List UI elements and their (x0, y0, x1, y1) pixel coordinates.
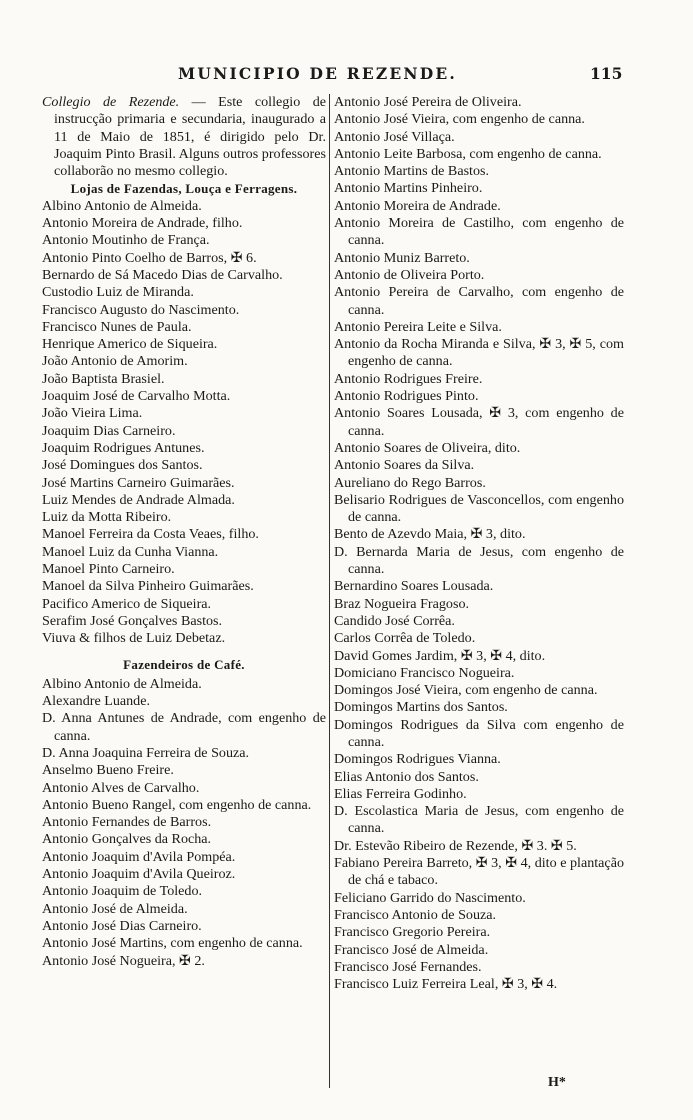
lojas-list (42, 198, 326, 648)
list-entry: Antonio Rodrigues Freire. (334, 370, 483, 387)
signature-mark: H* (548, 1075, 566, 1090)
list-entry: Aureliano do Rego Barros. (334, 474, 486, 491)
list-entry: Antonio Joaquim de Toledo. (42, 883, 203, 900)
list-entry: Carlos Corrêa de Toledo. (334, 630, 476, 647)
list-entry: Francisco Luiz Ferreira Leal, ✠ 3, ✠ 4. (334, 976, 558, 993)
list-entry: Antonio Joaquim d'Avila Queiroz. (42, 866, 236, 883)
list-entry: Antonio José Martins, com engenho de canna. (42, 935, 303, 952)
list-entry: Antonio Moreira de Andrade. (334, 197, 501, 214)
list-entry: Domingos Rodrigues Vianna. (334, 751, 501, 768)
list-entry: Antonio de Oliveira Porto. (334, 266, 485, 283)
list-entry: Antonio Soares de Oliveira, dito. (334, 439, 521, 456)
list-entry: Antonio Leite Barbosa, com engenho de canna. (334, 145, 602, 162)
list-entry: Antonio Moutinho de França. (42, 232, 210, 249)
list-entry: Francisco Gregorio Pereira. (334, 924, 491, 941)
list-entry: Antonio Soares Lousada, ✠ 3, com engenho de canna. (334, 405, 624, 439)
list-entry: Antonio José Pereira de Oliveira. (334, 94, 522, 110)
list-entry: Antonio Moreira de Castilho, com engenho de canna. (334, 215, 624, 249)
list-entry: Francisco José de Almeida. (334, 941, 489, 958)
list-entry: Antonio Bueno Rangel, com engenho de canna. (42, 796, 312, 813)
list-entry: Antonio Martins de Bastos. (334, 163, 490, 180)
list-entry: Elias Antonio dos Santos. (334, 768, 479, 785)
list-entry: Antonio José Nogueira, ✠ 2. (42, 952, 205, 969)
list-entry: José Domingues dos Santos. (42, 457, 203, 474)
list-entry: Antonio Soares da Silva. (334, 457, 475, 474)
section-title-lojas: Lojas de Fazendas, Louça e Ferragens. (70, 181, 298, 197)
list-entry: Joaquim Dias Carneiro. (42, 422, 176, 439)
list-entry: Dr. Estevão Ribeiro de Rezende, ✠ 3. ✠ 5. (334, 837, 577, 854)
fazendeiros-list-continued (334, 94, 624, 993)
list-entry: Antonio Martins Pinheiro. (334, 180, 483, 197)
list-entry: Luiz Mendes de Andrade Almada. (42, 491, 235, 508)
list-entry: Braz Nogueira Fragoso. (334, 595, 470, 612)
list-entry: Francisco Antonio de Souza. (334, 906, 497, 923)
list-entry: Domingos Martins dos Santos. (334, 699, 508, 716)
list-entry: Bernardo de Sá Macedo Dias de Carvalho. (42, 266, 283, 283)
list-entry: Manoel Ferreira da Costa Veaes, filho. (42, 526, 259, 543)
list-entry: Anselmo Bueno Freire. (42, 762, 174, 779)
list-entry: Bento de Azevdo Maia, ✠ 3, dito. (334, 526, 526, 543)
list-entry: D. Anna Joaquina Ferreira de Souza. (42, 744, 250, 761)
column-divider (329, 94, 330, 1088)
list-entry: João Vieira Lima. (42, 405, 143, 422)
list-entry: David Gomes Jardim, ✠ 3, ✠ 4, dito. (334, 647, 546, 664)
list-entry: Serafim José Gonçalves Bastos. (42, 612, 223, 629)
page-number: 115 (590, 64, 623, 83)
list-entry: Antonio Pereira Leite e Silva. (334, 318, 502, 335)
list-entry: Antonio da Rocha Miranda e Silva, ✠ 3, ✠ 5, com engenho de canna. (334, 336, 624, 370)
list-entry: Domingos José Vieira, com engenho de canna. (334, 682, 598, 699)
list-entry: Manoel da Silva Pinheiro Guimarães. (42, 578, 254, 595)
list-entry: Antonio Muniz Barreto. (334, 249, 470, 266)
intro-text: — Este collegio de instrucção primaria e secundaria, inaugurado a 11 de Maio de 1851, é dirigido pelo Dr. Joaquim Pinto Brasil. Alguns outros professores collaborão no mesmo collegio. (54, 94, 327, 180)
list-entry: Custodio Luiz de Miranda. (42, 284, 194, 301)
list-entry: Domiciano Francisco Nogueira. (334, 664, 515, 681)
list-entry: Belisario Rodrigues de Vasconcellos, com engenho de canna. (334, 491, 624, 526)
list-entry: Manoel Luiz da Cunha Vianna. (42, 543, 219, 560)
list-entry: Antonio Rodrigues Pinto. (334, 388, 479, 405)
list-entry: Bernardino Soares Lousada. (334, 578, 494, 595)
list-entry: João Antonio de Amorim. (42, 353, 188, 370)
list-entry: D. Escolastica Maria de Jesus, com engenho de canna. (334, 803, 624, 837)
list-entry: Manoel Pinto Carneiro. (42, 561, 175, 578)
left-column (42, 94, 326, 970)
list-entry: D. Bernarda Maria de Jesus, com engenho de canna. (334, 543, 624, 578)
list-entry: Antonio Joaquim d'Avila Pompéa. (42, 848, 236, 865)
list-entry: Joaquim José de Carvalho Motta. (42, 388, 231, 405)
list-entry: Antonio José Dias Carneiro. (42, 917, 202, 934)
list-entry: D. Anna Antunes de Andrade, com engenho de canna. (42, 710, 326, 744)
list-entry: Joaquim Rodrigues Antunes. (42, 439, 205, 456)
list-entry: Antonio Alves de Carvalho. (42, 779, 200, 796)
list-entry: Albino Antonio de Almeida. (42, 675, 202, 692)
list-entry: Elias Ferreira Godinho. (334, 785, 467, 802)
right-column (334, 94, 624, 993)
list-entry: Francisco José Fernandes. (334, 958, 482, 975)
page-title: MUNICIPIO DE REZENDE. (178, 64, 457, 83)
list-entry: José Martins Carneiro Guimarães. (42, 474, 235, 491)
list-entry: Domingos Rodrigues da Silva com engenho de canna. (334, 716, 624, 750)
section-title-fazendeiros: Fazendeiros de Café. (123, 656, 245, 672)
list-entry: Luiz da Motta Ribeiro. (42, 509, 172, 526)
list-entry: Albino Antonio de Almeida. (42, 197, 202, 214)
list-entry: Francisco Nunes de Paula. (42, 318, 192, 335)
list-entry: Antonio José Vieira, com engenho de canna. (334, 111, 585, 128)
list-entry: Antonio Pereira de Carvalho, com engenho de canna. (334, 284, 624, 318)
page-header (0, 64, 693, 86)
list-entry: Antonio José Villaça. (334, 128, 455, 145)
list-entry: Antonio Fernandes de Barros. (42, 814, 212, 831)
list-entry: Antonio Pinto Coelho de Barros, ✠ 6. (42, 249, 257, 266)
list-entry: Viuva & filhos de Luiz Debetaz. (42, 630, 226, 647)
intro-paragraph (42, 94, 326, 180)
list-entry: Alexandre Luande. (42, 693, 151, 710)
list-entry: Pacifico Americo de Siqueira. (42, 595, 212, 612)
fazendeiros-list (42, 676, 326, 970)
list-entry: Francisco Augusto do Nascimento. (42, 301, 240, 318)
list-entry: Antonio Moreira de Andrade, filho. (42, 215, 243, 232)
list-entry: Fabiano Pereira Barreto, ✠ 3, ✠ 4, dito e plantação de chá e tabaco. (334, 855, 624, 889)
list-entry: Antonio Gonçalves da Rocha. (42, 831, 212, 848)
intro-heading: Collegio de Rezende. (42, 94, 180, 110)
list-entry: Candido José Corrêa. (334, 612, 455, 629)
list-entry: João Baptista Brasiel. (42, 370, 165, 387)
list-entry: Feliciano Garrido do Nascimento. (334, 889, 526, 906)
list-entry: Antonio José de Almeida. (42, 900, 188, 917)
list-entry: Henrique Americo de Siqueira. (42, 336, 218, 353)
